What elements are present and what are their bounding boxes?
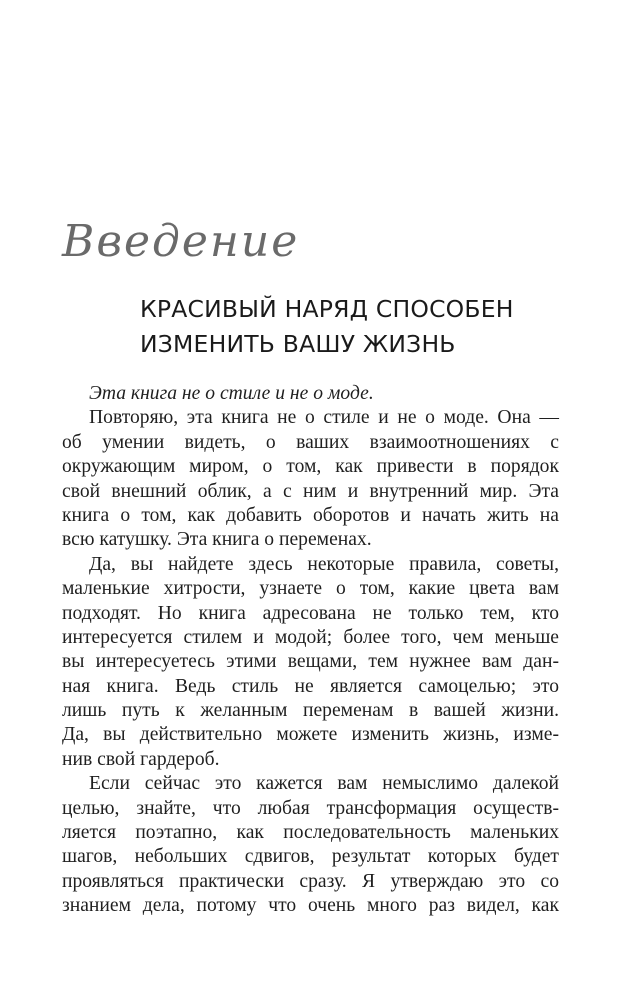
- subtitle-line: КРАСИВЫЙ НАРЯД СПОСОБЕН: [140, 295, 514, 323]
- text-line: Да, вы действительно можете изменить жизнь, изме-: [62, 724, 559, 746]
- text-line: ляется поэтапно, как последовательность маленьких: [62, 822, 559, 844]
- text-line: подходят. Но книга адресована не только тем, кто: [62, 602, 559, 624]
- text-line: маленькие хитрости, узнаете о том, какие цвета вам: [62, 578, 559, 600]
- subtitle-line: ИЗМЕНИТЬ ВАШУ ЖИЗНЬ: [140, 330, 456, 358]
- text-line: Да, вы найдете здесь некоторые правила, советы,: [89, 553, 559, 575]
- text-line: книга о том, как добавить оборотов и начать жить на: [62, 504, 559, 526]
- text-line: Если сейчас это кажется вам немыслимо далекой: [89, 773, 559, 795]
- text-line: целью, знайте, что любая трансформация осуществ-: [62, 797, 559, 819]
- lead-sentence: Эта книга не о стиле и не о моде.: [89, 383, 374, 404]
- text-line: Повторяю, эта книга не о стиле и не о моде. Она —: [89, 407, 559, 429]
- text-line: знанием дела, потому что очень много раз видел, как: [62, 895, 559, 917]
- chapter-title: Введение: [62, 216, 300, 267]
- text-line: вы интересуетесь этими вещами, тем нужнее вам дан-: [62, 651, 559, 673]
- text-line: ная книга. Ведь стиль не является самоцелью; это: [62, 675, 559, 697]
- text-line: об умении видеть, о ваших взаимоотношениях с: [62, 431, 559, 453]
- text-line: лишь путь к желанным переменам в вашей жизни.: [62, 700, 559, 722]
- chapter-subtitle: [140, 292, 600, 362]
- text-line: проявляться практически сразу. Я утверждаю это со: [62, 870, 559, 892]
- body-text: [62, 382, 559, 919]
- text-line: свой внешний облик, а с ним и внутренний мир. Эта: [62, 480, 559, 502]
- text-line: окружающим миром, о том, как привести в порядок: [62, 456, 559, 478]
- text-line: нив свой гардероб.: [62, 748, 220, 770]
- text-line: шагов, небольших сдвигов, результат которых будет: [62, 846, 559, 868]
- text-line: всю катушку. Эта книга о переменах.: [62, 529, 372, 551]
- text-line: интересуется стилем и модой; более того, чем меньше: [62, 626, 559, 648]
